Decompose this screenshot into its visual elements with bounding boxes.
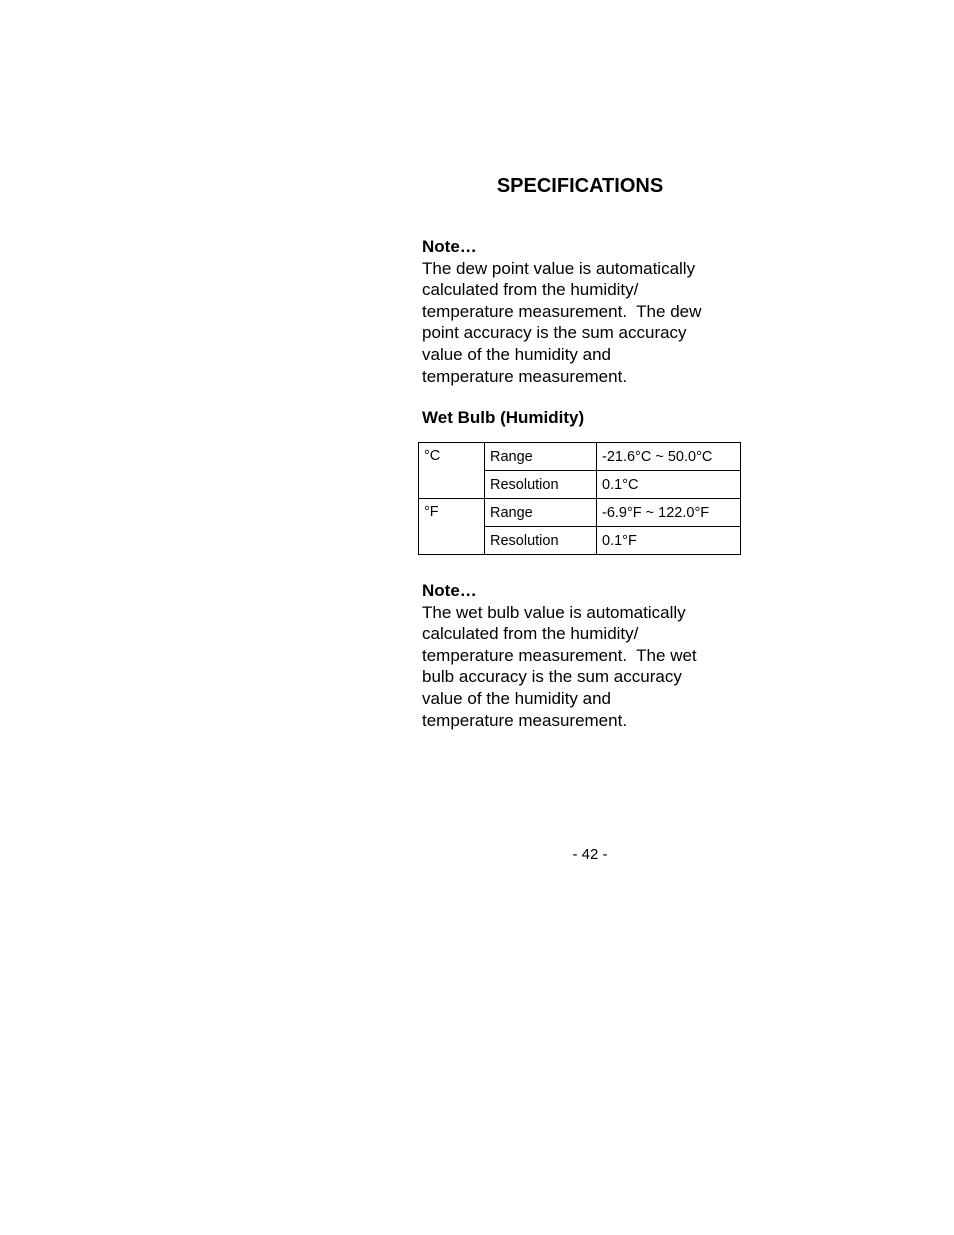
note-line: bulb accuracy is the sum accuracy	[422, 667, 682, 687]
table-row	[419, 443, 741, 471]
value-cell: 0.1°F	[597, 527, 741, 555]
page-title: SPECIFICATIONS	[496, 175, 664, 197]
value-cell: -21.6°C ~ 50.0°C	[597, 443, 741, 471]
note-line: temperature measurement. The dew	[422, 301, 702, 321]
note-line: value of the humidity and	[422, 344, 612, 364]
note-line: The dew point value is automatically	[422, 258, 696, 278]
unit-cell-fahrenheit: °F	[419, 499, 485, 555]
note-line: value of the humidity and	[422, 688, 612, 708]
note-text	[422, 258, 752, 388]
note-line: point accuracy is the sum accuracy	[422, 323, 687, 343]
note-heading: Note…	[422, 237, 477, 256]
note-line: temperature measurement.	[422, 710, 628, 730]
unit-cell-celsius: °C	[419, 443, 485, 499]
table-row	[419, 499, 741, 527]
wet-bulb-spec-table	[418, 442, 741, 555]
dew-point-note	[422, 236, 752, 387]
value-cell: -6.9°F ~ 122.0°F	[597, 499, 741, 527]
param-label-cell: Range	[485, 499, 597, 527]
note-line: calculated from the humidity/	[422, 280, 639, 300]
note-line: The wet bulb value is automatically	[422, 602, 686, 622]
page-number: - 42 -	[572, 846, 608, 863]
param-label-cell: Range	[485, 443, 597, 471]
note-line: temperature measurement. The wet	[422, 645, 697, 665]
wet-bulb-heading: Wet Bulb (Humidity)	[422, 408, 585, 427]
param-label-cell: Resolution	[485, 527, 597, 555]
note-line: calculated from the humidity/	[422, 624, 639, 644]
wet-bulb-note	[422, 580, 752, 731]
note-line: temperature measurement.	[422, 366, 628, 386]
note-heading: Note…	[422, 581, 477, 600]
param-label-cell: Resolution	[485, 471, 597, 499]
note-text	[422, 602, 752, 732]
value-cell: 0.1°C	[597, 471, 741, 499]
